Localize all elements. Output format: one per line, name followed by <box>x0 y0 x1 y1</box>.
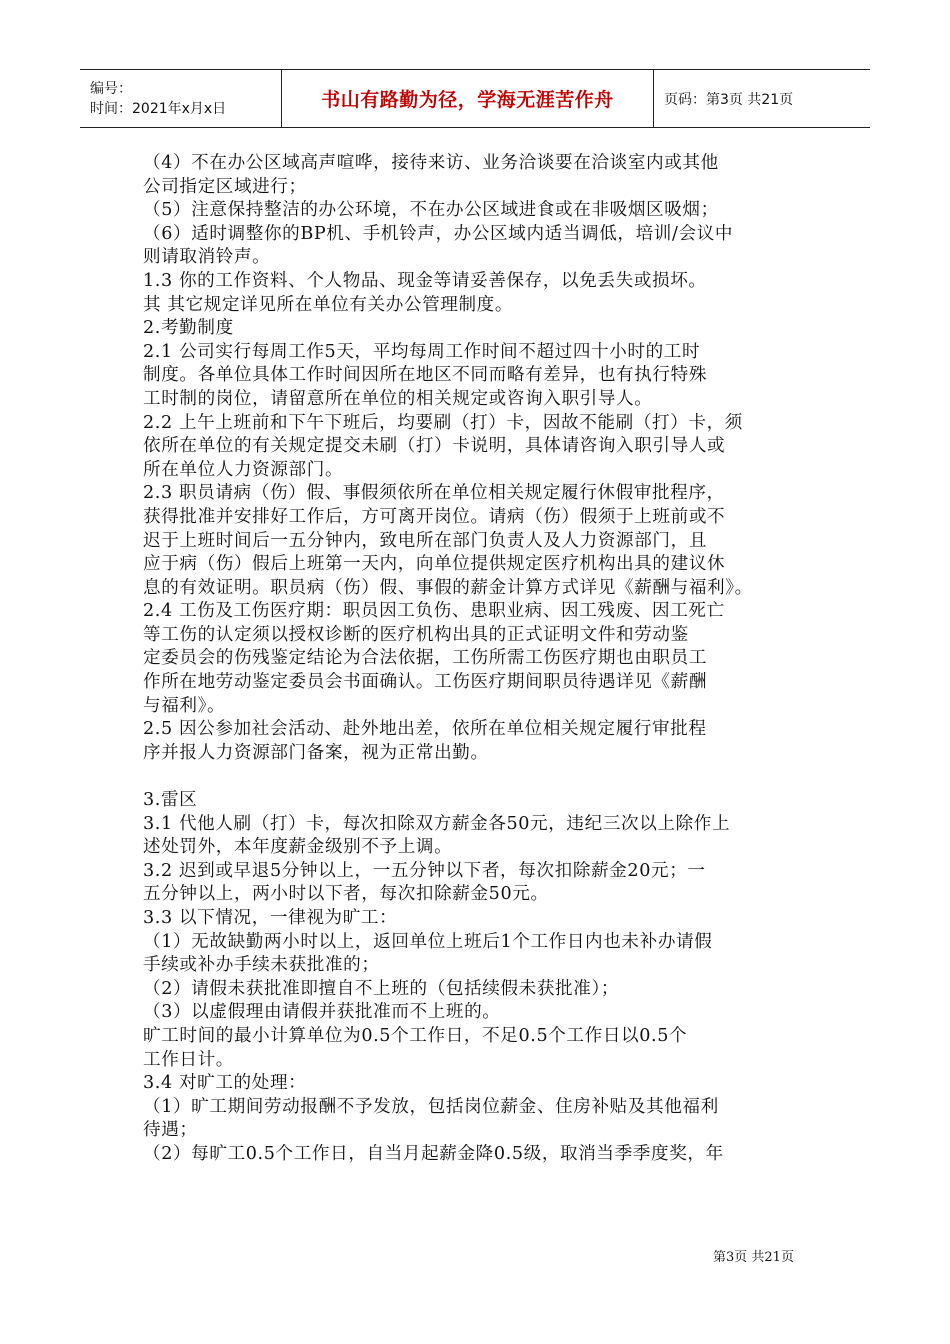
body-line: 手续或补办手续未获批准的； <box>143 955 380 976</box>
page-footer <box>713 1246 794 1265</box>
body-line: 3.雷区 <box>143 790 198 811</box>
body-line: （6）适时调整你的BP机、手机铃声，办公区域内适当调低，培训/会议中 <box>143 223 734 244</box>
body-line: 等工伤的认定须以授权诊断的医疗机构出具的正式证明文件和劳动鉴 <box>143 624 689 645</box>
body-line: 制度。各单位具体工作时间因所在地区不同而略有差异，也有执行特殊 <box>143 365 708 386</box>
body-line: 2.3 职员请病（伤）假、事假须依所在单位相关规定履行休假审批程序， <box>143 483 725 504</box>
body-line: 迟于上班时间后一五分钟内，致电所在部门负责人及人力资源部门，且 <box>143 530 708 551</box>
body-line: 其 其它规定详见所在单位有关办公管理制度。 <box>143 294 514 315</box>
body-line: 1.3 你的工作资料、个人物品、现金等请妥善保存，以免丢失或损坏。 <box>143 270 707 291</box>
document-number-label: 编号： <box>90 80 132 97</box>
body-line: 2.2 上午上班前和下午下班后，均要刷（打）卡，因故不能刷（打）卡，须 <box>143 412 743 433</box>
body-line: （1）无故缺勤两小时以上，返回单位上班后1个工作日内也未补办请假 <box>143 931 713 952</box>
header-motto <box>282 70 654 127</box>
body-line: 工时制的岗位，请留意所在单位的相关规定或咨询入职引导人。 <box>143 388 653 409</box>
body-line: （1）旷工期间劳动报酬不予发放，包括岗位薪金、住房补贴及其他福利 <box>143 1096 719 1117</box>
body-line: 与福利》。 <box>143 695 226 716</box>
body-line: 2.1 公司实行每周工作5天，平均每周工作时间不超过四十小时的工时 <box>143 341 701 362</box>
document-body <box>143 152 813 1167</box>
body-line: 旷工时间的最小计算单位为0.5个工作日，不足0.5个工作日以0.5个 <box>143 1025 688 1046</box>
header-meta <box>80 70 282 127</box>
body-line: 应于病（伤）假后上班第一天内，向单位提供规定医疗机构出具的建议休 <box>143 554 726 575</box>
body-line: 则请取消铃声。 <box>143 247 271 268</box>
body-line: 2.4 工伤及工伤医疗期：职员因工负伤、患职业病、因工残废、因工死亡 <box>143 601 725 622</box>
body-line: （5）注意保持整洁的办公环境，不在办公区域进食或在非吸烟区吸烟； <box>143 200 719 221</box>
body-line: 3.1 代他人刷（打）卡，每次扣除双方薪金各50元，违纪三次以上除作上 <box>143 813 731 834</box>
page-header <box>80 69 870 128</box>
body-line: 工作日计。 <box>143 1049 234 1070</box>
body-line: 3.3 以下情况，一律视为旷工： <box>143 908 398 928</box>
document-date: 时间：2021年x月x日 <box>90 100 227 117</box>
body-line: 依所在单位的有关规定提交未刷（打）卡说明，具体请咨询入职引导人或 <box>143 436 726 457</box>
body-line: 公司指定区域进行； <box>143 176 307 197</box>
body-line: 待遇； <box>143 1120 198 1141</box>
footer-page-number: 第3页 共21页 <box>713 1250 794 1265</box>
body-line: 2.考勤制度 <box>143 318 234 339</box>
body-line: （2）请假未获批准即擅自不上班的（包括续假未获批准）； <box>143 978 620 999</box>
body-line: （4）不在办公区域高声喧哗，接待来访、业务洽谈要在洽谈室内或其他 <box>143 153 719 173</box>
body-line: 3.2 迟到或早退5分钟以上，一五分钟以下者，每次扣除薪金20元；一 <box>143 860 706 881</box>
body-line: 2.5 因公参加社会活动、赴外地出差，依所在单位相关规定履行审批程 <box>143 719 707 740</box>
body-line: （3）以虚假理由请假并获批准而不上班的。 <box>143 1002 501 1023</box>
body-line: （2）每旷工0.5个工作日，自当月起薪金降0.5级，取消当季季度奖，年 <box>143 1143 724 1164</box>
body-line: 息的有效证明。职员病（伤）假、事假的薪金计算方式详见《薪酬与福利》。 <box>143 577 753 598</box>
body-line: 获得批准并安排好工作后，方可离开岗位。请病（伤）假须于上班前或不 <box>143 506 726 527</box>
body-line: 所在单位人力资源部门。 <box>143 459 344 480</box>
body-line: 作所在地劳动鉴定委员会书面确认。工伤医疗期间职员待遇详见《薪酬 <box>143 672 708 693</box>
blank-line <box>143 765 813 789</box>
motto-text: 书山有路勤为径，学海无涯苦作舟 <box>321 89 614 111</box>
body-line: 定委员会的伤残鉴定结论为合法依据，工伤所需工伤医疗期也由职员工 <box>143 648 708 669</box>
body-line: 3.4 对旷工的处理： <box>143 1073 307 1094</box>
body-line: 五分钟以上，两小时以下者，每次扣除薪金50元。 <box>143 884 549 905</box>
body-line: 序并报人力资源部门备案，视为正常出勤。 <box>143 742 489 763</box>
page-code-text: 页码：第3页 共21页 <box>664 91 794 108</box>
body-line: 述处罚外，本年度薪金级别不予上调。 <box>143 837 453 858</box>
header-page-code <box>654 70 870 127</box>
